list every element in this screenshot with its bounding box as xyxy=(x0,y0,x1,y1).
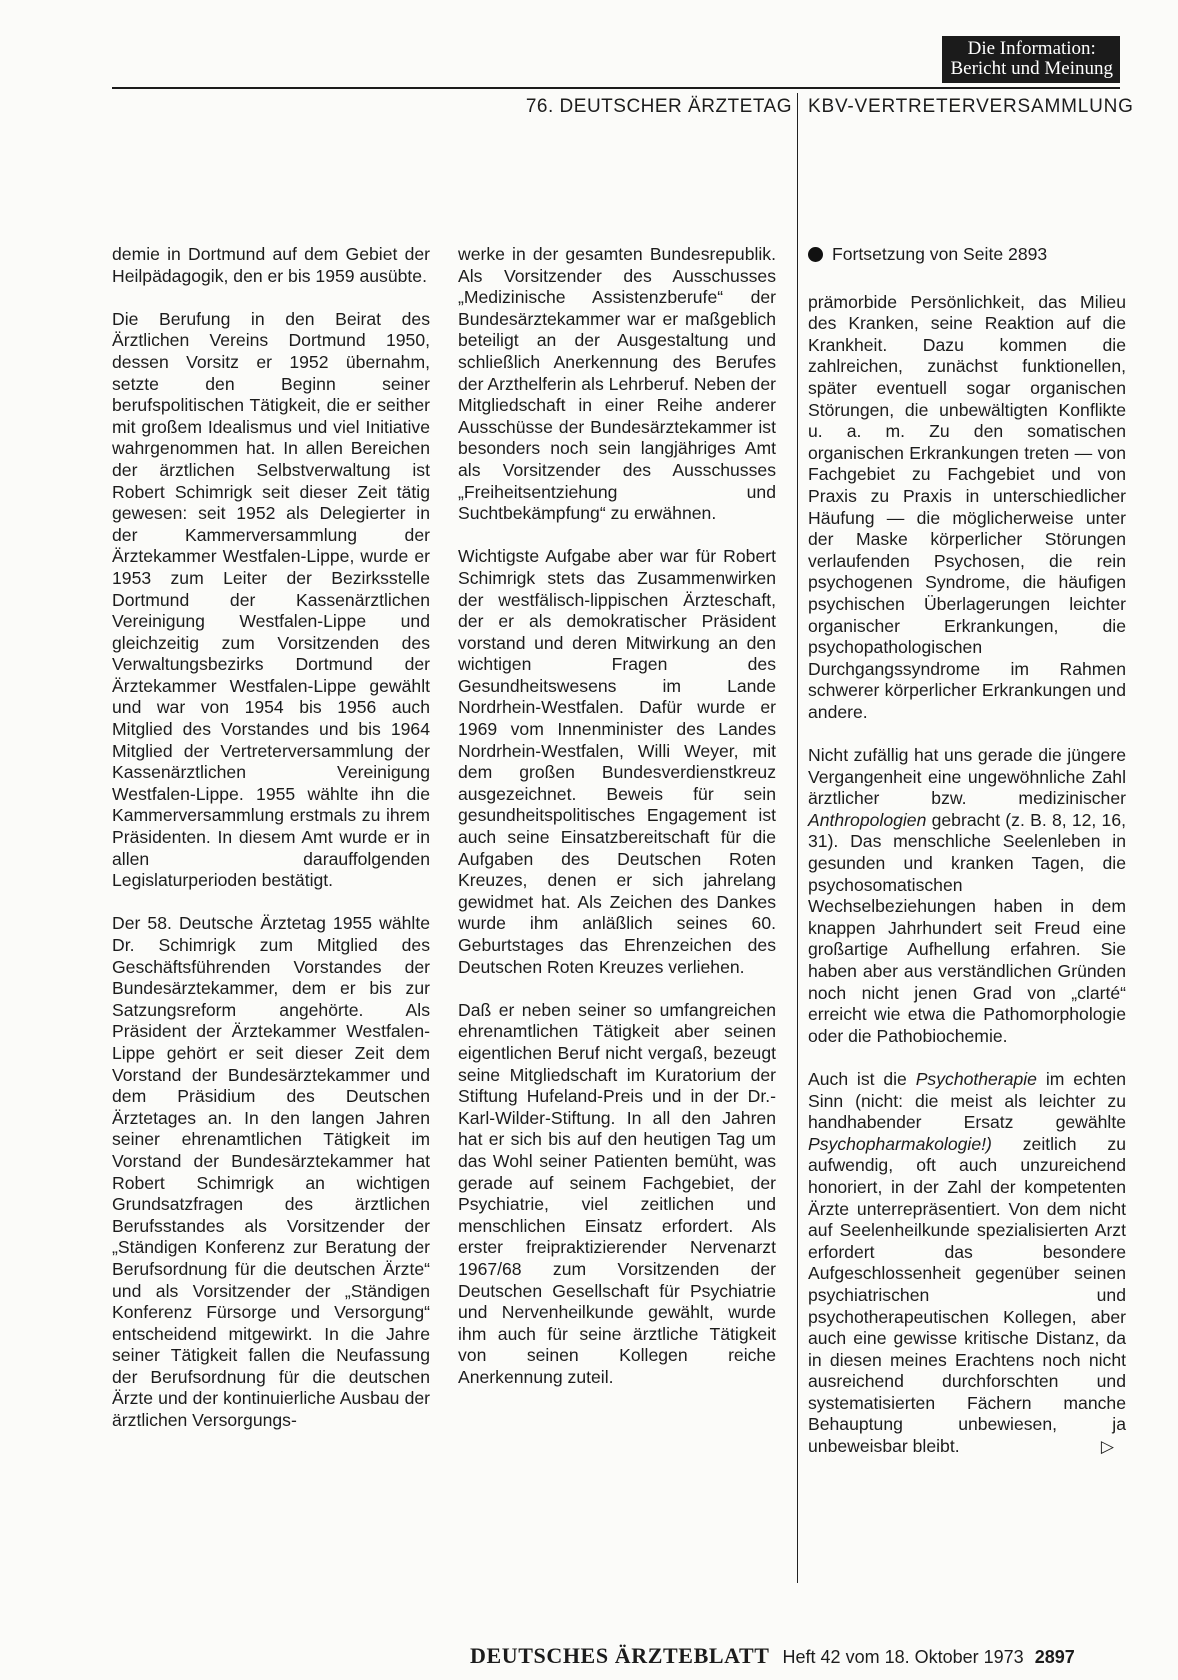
section-badge xyxy=(942,36,1120,83)
paragraph: Auch ist die Psychotherapie im echten Sinn (nicht: die meist als leichter zu handhabender Ersatz gewählte Psychopharmakologie!) zeitlich zu aufwendig, oft auch unzureichend honoriert, in der Zahl der kompetenten Ärzte unterrepräsentiert. Von dem nicht auf Seelenheilkunde spezialisierten Arzt erfordert das besondere Aufgeschlossenheit gegenüber seinen psychiatrischen und psychotherapeutischen Kollegen, aber auch eine gewisse kritische Distanz, da in diesen meines Erachtens noch nicht ausreichend durchforschten und systematisierten Fächern manche Behauptung unbewiesen, ja unbeweisbar bleibt. ▷ xyxy=(808,1068,1127,1457)
magazine-name: DEUTSCHES ÄRZTEBLATT xyxy=(470,1643,770,1668)
paragraph: Wichtigste Aufgabe aber war für Robert Schimrigk stets das Zusammenwirken der westfälisch-lippischen Ärzteschaft, der er als demokratischer Präsident vorstand und deren Mitwirkung an den wichtigen Fragen des Gesundheitswesens im Lande Nordrhein-Westfalen. Dafür wurde er 1969 vom Innenminister des Landes Nordrhein-Westfalen, Willi Weyer, mit dem großen Bundesverdienstkreuz ausgezeichnet. Beweis für sein gesundheitspolitisches Engagement ist auch seine Einsatzbereitschaft für die Aufgaben des Deutschen Roten Kreuzes, denen er sich jahrelang gewidmet hat. Als Zeichen des Dankes wurde ihm anläßlich seines 60. Geburtstages das Ehrenzeichen des Deutschen Roten Kreuzes verliehen. xyxy=(458,546,776,977)
paragraph: Nicht zufällig hat uns gerade die jüngere Vergangenheit eine ungewöhnliche Zahl ärztlicher bzw. medizinischer Anthropologien gebracht (z. B. 8, 12, 16, 31). Das menschliche Seelenleben in gesunden und kranken Tagen, die psychosomatischen Wechselbeziehungen haben in dem knappen Jahrhundert seit Freud eine großartige Aufhellung erfahren. Sie haben aber aus verständlichen Gründen noch nicht jenen Grad von „clarté“ erreicht wie etwa die Pathomorphologie oder die Pathobiochemie. xyxy=(808,745,1126,1046)
paragraph: werke in der gesamten Bundesrepublik. Als Vorsitzender des Ausschusses „Medizinische Assistenzberufe“ der Bundesärztekammer war er maßgeblich beteiligt an der Ausgestaltung und schließlich Anerkennung des Berufes der Arzthelferin als Lehrberuf. Neben der Mitgliedschaft in einer Reihe anderer Ausschüsse der Bundesärztekammer ist besonders noch sein langjähriges Amt als Vorsitzender des Ausschusses „Freiheitsentziehung und Suchtbekämpfung“ zu erwähnen. xyxy=(458,244,776,524)
column-divider xyxy=(797,93,798,1583)
paragraph: Die Berufung in den Beirat des Ärztlichen Vereins Dortmund 1950, dessen Vorsitz er 1952 übernahm, setzte den Beginn seiner berufspolitischen Tätigkeit, die er seither mit großem Idealismus und viel Initiative wahrgenommen hat. In allen Bereichen der ärztlichen Selbstverwaltung ist Robert Schimrigk seit dieser Zeit tätig gewesen: seit 1952 als Delegierter in der Kammerversammlung der Ärztekammer Westfalen-Lippe, wurde er 1953 zum Leiter der Bezirksstelle Dortmund der Kassenärztlichen Vereinigung Westfalen-Lippe und gleichzeitig zum Vorsitzenden des Verwaltungsbezirks Dortmund der Ärztekammer Westfalen-Lippe gewählt und war von 1954 bis 1956 auch Mitglied des Vorstandes und bis 1964 Mitglied der Vertreterversammlung der Kassenärztlichen Vereinigung Westfalen-Lippe. 1955 wählte ihn die Kammerversammlung erstmals zu ihrem Präsidenten. In diesem Amt wurde er in allen darauffolgenden Legislaturperioden bestätigt. xyxy=(112,308,430,891)
section-title: 76. DEUTSCHER ÄRZTETAG xyxy=(525,96,792,117)
article-column-3 xyxy=(808,244,1126,1479)
paragraph: prämorbide Persönlichkeit, das Milieu des Kranken, seine Reaktion auf die Krankheit. Dazu kommen die zahlreichen, zunächst funktionellen, später eventuell sogar organischen Störungen, die unbewältigten Konflikte u. a. m. Zu den somatischen organischen Erkrankungen treten — von Fachgebiet zu Fachgebiet und von Praxis zu Praxis in unterschiedlicher Häufung — die möglicherweise unter der Maske körperlicher Störungen verlaufenden Psychosen, die rein psychogenen Syndrome, die häufigen psychischen Überlagerungen leichter organischer Erkrankungen, die psychopathologischen Durchgangssyndrome im Rahmen schwerer körperlicher Erkrankungen und andere. xyxy=(808,291,1126,722)
section-subtitle: KBV-VERTRETERVERSAMMLUNG xyxy=(808,96,1134,117)
bullet-icon xyxy=(808,247,823,262)
paragraph: Der 58. Deutsche Ärztetag 1955 wählte Dr. Schimrigk zum Mitglied des Geschäftsführenden Vorstandes der Bundesärztekammer, dem er bis zur Satzungsreform angehörte. Als Präsident der Ärztekammer Westfalen-Lippe gehört er seit dieser Zeit dem Vorstand der Bundesärztekammer und dem Präsidium des Deutschen Ärztetages an. In den langen Jahren seiner ehrenamtlichen Tätigkeit im Vorstand der Bundesärztekammer hat Robert Schimrigk an wichtigen Grundsatzfragen des ärztlichen Berufsstandes als Vorsitzender der „Ständigen Konferenz zur Beratung der Berufsordnung für die deutschen Ärzte“ und als Vorsitzender der „Ständigen Konferenz Fürsorge und Versorgung“ entscheidend mitgewirkt. In die Jahre seiner Tätigkeit fallen die Neufassung der Berufsordnung für die deutschen Ärzte und der kontinuierliche Ausbau der ärztlichen Versorgungs- xyxy=(112,913,430,1431)
continue-arrow-icon: ▷ xyxy=(1100,1437,1114,1457)
issue-info: Heft 42 vom 18. Oktober 1973 xyxy=(782,1647,1024,1667)
page-footer xyxy=(470,1643,1075,1669)
header-rule xyxy=(112,87,1120,89)
article-column-1 xyxy=(112,244,430,1453)
page-number: 2897 xyxy=(1034,1647,1075,1667)
continuation-note xyxy=(808,244,1126,266)
article-column-2 xyxy=(458,244,776,1410)
paragraph: Daß er neben seiner so umfangreichen ehrenamtlichen Tätigkeit aber seinen eigentlichen Beruf nicht vergaß, bezeugt seine Mitgliedschaft im Kuratorium der Stiftung Hufeland-Preis und in der Dr.-Karl-Wilder-Stiftung. In all den Jahren hat er sich bis auf den heutigen Tag um das Wohl seiner Patienten bemüht, was gerade auf seinem Fachgebiet, der Psychiatrie, viel zeitlichen und menschlichen Einsatz erfordert. Als erster freipraktizierender Nervenarzt 1967/68 zum Vorsitzenden der Deutschen Gesellschaft für Psychiatrie und Nervenheilkunde gewählt, wurde ihm auch für seine ärztliche Tätigkeit von seinen Kollegen reiche Anerkennung zuteil. xyxy=(458,999,776,1387)
badge-line-2: Bericht und Meinung xyxy=(950,58,1113,79)
continuation-text: Fortsetzung von Seite 2893 xyxy=(832,244,1048,264)
badge-line-1: Die Information: xyxy=(967,38,1096,59)
paragraph: demie in Dortmund auf dem Gebiet der Heilpädagogik, den er bis 1959 ausübte. xyxy=(112,244,430,286)
